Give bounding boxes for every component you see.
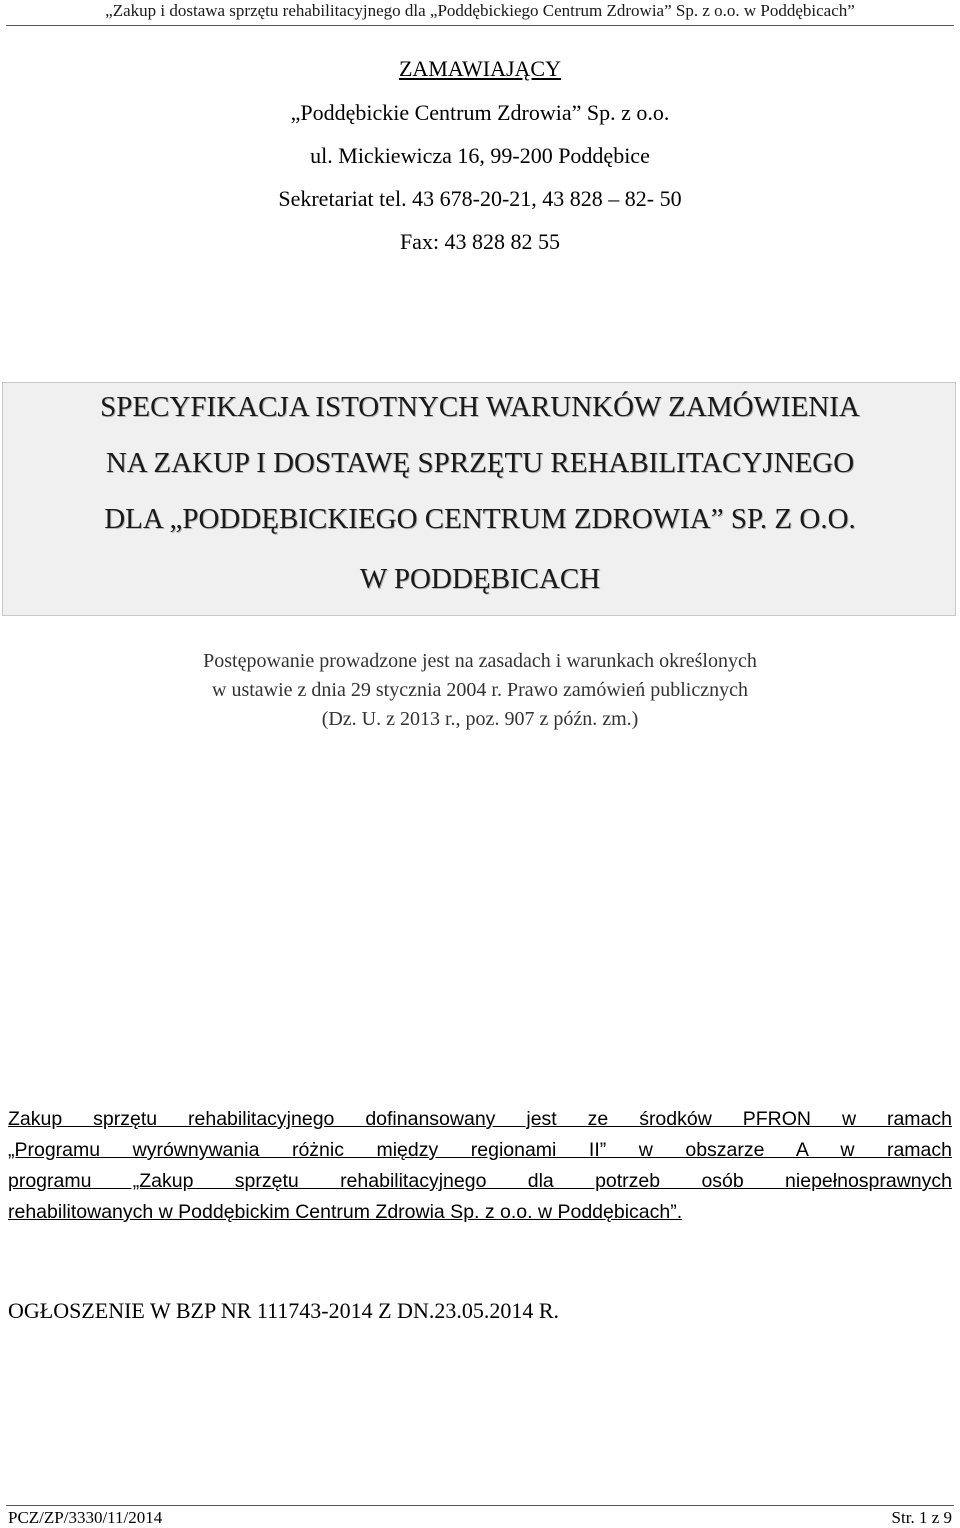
spec-title-line-2: NA ZAKUP I DOSTAWĘ SPRZĘTU REHABILITACYJNEGO <box>105 447 855 479</box>
legal-basis-line-1: Postępowanie prowadzone jest na zasadach i warunkach określonych <box>203 650 757 672</box>
running-header: „Zakup i dostawa sprzętu rehabilitacyjnego dla „Poddębickiego Centrum Zdrowia” Sp. z o.o. w Poddębicach” <box>105 1 855 20</box>
orderer-heading <box>0 56 960 82</box>
pfron-line-4: rehabilitowanych w Poddębickim Centrum Zdrowia Sp. z o.o. w Poddębicach”. <box>8 1201 683 1223</box>
bzp-announcement: OGŁOSZENIE W BZP NR 111743-2014 Z DN.23.05.2014 R. <box>8 1298 560 1323</box>
pfron-line-2: „Programu wyrównywania różnic między regionami II” w obszarze A w ramach <box>8 1139 952 1161</box>
spec-title-line-3: DLA „PODDĘBICKIEGO CENTRUM ZDROWIA” SP. Z O.O. <box>104 503 856 535</box>
spec-title-line-4: W PODDĘBICACH <box>359 563 601 595</box>
orderer-phone: Sekretariat tel. 43 678-20-21, 43 828 – 82- 50 <box>278 186 682 211</box>
footer-divider <box>6 1505 954 1506</box>
spec-title-line-1: SPECYFIKACJA ISTOTNYCH WARUNKÓW ZAMÓWIENIA <box>100 391 860 423</box>
footer-reference: PCZ/ZP/3330/11/2014 <box>8 1508 163 1527</box>
orderer-heading-text: ZAMAWIAJĄCY <box>398 56 561 81</box>
legal-basis-line-3: (Dz. U. z 2013 r., poz. 907 z późn. zm.) <box>321 708 639 730</box>
pfron-line-1: Zakup sprzętu rehabilitacyjnego dofinansowany jest ze środków PFRON w ramach <box>8 1108 952 1130</box>
legal-basis-line-2: w ustawie z dnia 29 stycznia 2004 r. Prawo zamówień publicznych <box>212 679 748 701</box>
orderer-fax: Fax: 43 828 82 55 <box>399 229 561 254</box>
header-divider <box>6 25 954 26</box>
pfron-line-3: programu „Zakup sprzętu rehabilitacyjnego dla potrzeb osób niepełnosprawnych <box>8 1170 952 1192</box>
orderer-name: „Poddębickie Centrum Zdrowia” Sp. z o.o. <box>290 100 670 125</box>
orderer-address: ul. Mickiewicza 16, 99-200 Poddębice <box>310 143 650 168</box>
specification-title-box <box>2 382 956 616</box>
footer-page-number: Str. 1 z 9 <box>891 1508 952 1527</box>
pfron-funding-notice <box>8 1104 952 1228</box>
